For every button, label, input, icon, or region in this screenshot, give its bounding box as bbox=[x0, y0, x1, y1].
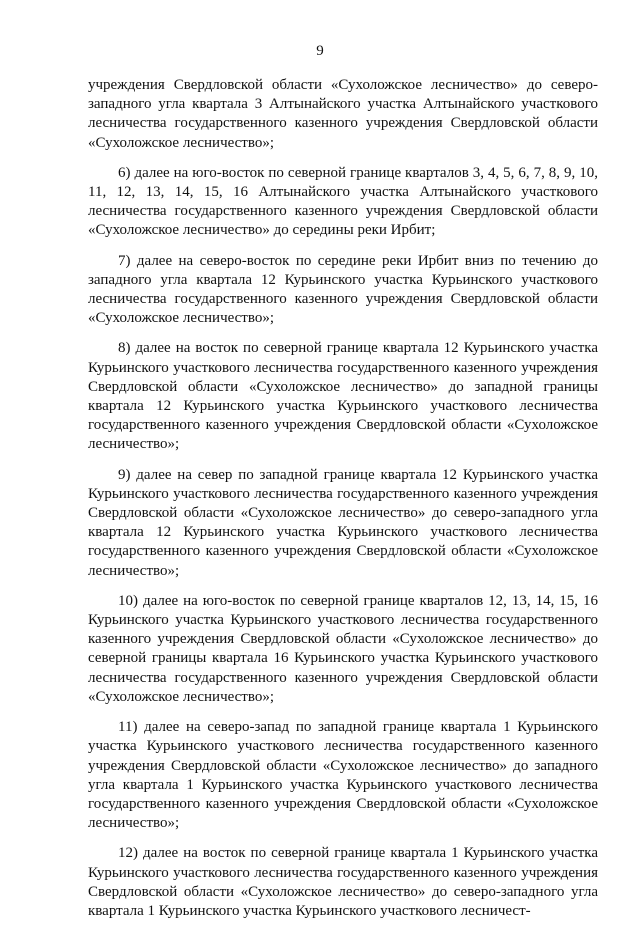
paragraph-item-10: 10) далее на юго-восток по северной границе кварталов 12, 13, 14, 15, 16 Курьинского участка Курьинского участкового лесничества государственного казенного учреждения Свердловской области «Сухоложское лесничество» до северной границы квартала 16 Курьинского участка Курьинского участкового лесничества государственного казенного учреждения Свердловской области «Сухоложское лесничество»; bbox=[88, 592, 598, 705]
page-number: 9 bbox=[316, 43, 324, 59]
document-body bbox=[88, 76, 598, 932]
paragraph-continuation: учреждения Свердловской области «Сухоложское лесничество» до северо-западного угла квартала 3 Алтынайского участка Алтынайского участкового лесничества государственного казенного учреждения Свердловской области «Сухоложское лесничество»; bbox=[88, 77, 598, 151]
paragraph-item-8: 8) далее на восток по северной границе квартала 12 Курьинского участка Курьинского участкового лесничества государственного казенного учреждения Свердловской области «Сухоложское лесничество» до западной границы квартала 12 Курьинского участка Курьинского участкового лесничества государственного казенного учреждения Свердловской области «Сухоложское лесничество»; bbox=[88, 340, 598, 453]
paragraph-item-9: 9) далее на север по западной границе квартала 12 Курьинского участка Курьинского участкового лесничества государственного казенного учреждения Свердловской области «Сухоложское лесничество» до северо-западного угла квартала 12 Курьинского участка Курьинского участкового лесничества государственного казенного учреждения Свердловской области «Сухоложское лесничество»; bbox=[88, 466, 598, 579]
paragraph-item-6: 6) далее на юго-восток по северной границе кварталов 3, 4, 5, 6, 7, 8, 9, 10, 11, 12, 13, 14, 15, 16 Алтынайского участка Алтынайского участкового лесничества государственного казенного учреждения Свердловской области «Сухоложское лесничество» до середины реки Ирбит; bbox=[88, 164, 598, 239]
paragraph-item-7: 7) далее на северо-восток по середине реки Ирбит вниз по течению до западного угла квартала 12 Курьинского участка Курьинского участкового лесничества государственного казенного учреждения Свердловской области «Сухоложское лесничество»; bbox=[88, 252, 598, 327]
paragraph-item-12: 12) далее на восток по северной границе квартала 1 Курьинского участка Курьинского участкового лесничества государственного казенного учреждения Свердловской области «Сухоложское лесничество» до северо-западного угла квартала 1 Курьинского участка Курьинского участкового лесничест- bbox=[88, 845, 598, 919]
paragraph-item-11: 11) далее на северо-запад по западной границе квартала 1 Курьинского участка Курьинского участкового лесничества государственного казенного учреждения Свердловской области «Сухоложское лесничество» до западного угла квартала 1 Курьинского участка Курьинского участкового лесничества государственного казенного учреждения Свердловской области «Сухоложское лесничество»; bbox=[88, 719, 598, 832]
